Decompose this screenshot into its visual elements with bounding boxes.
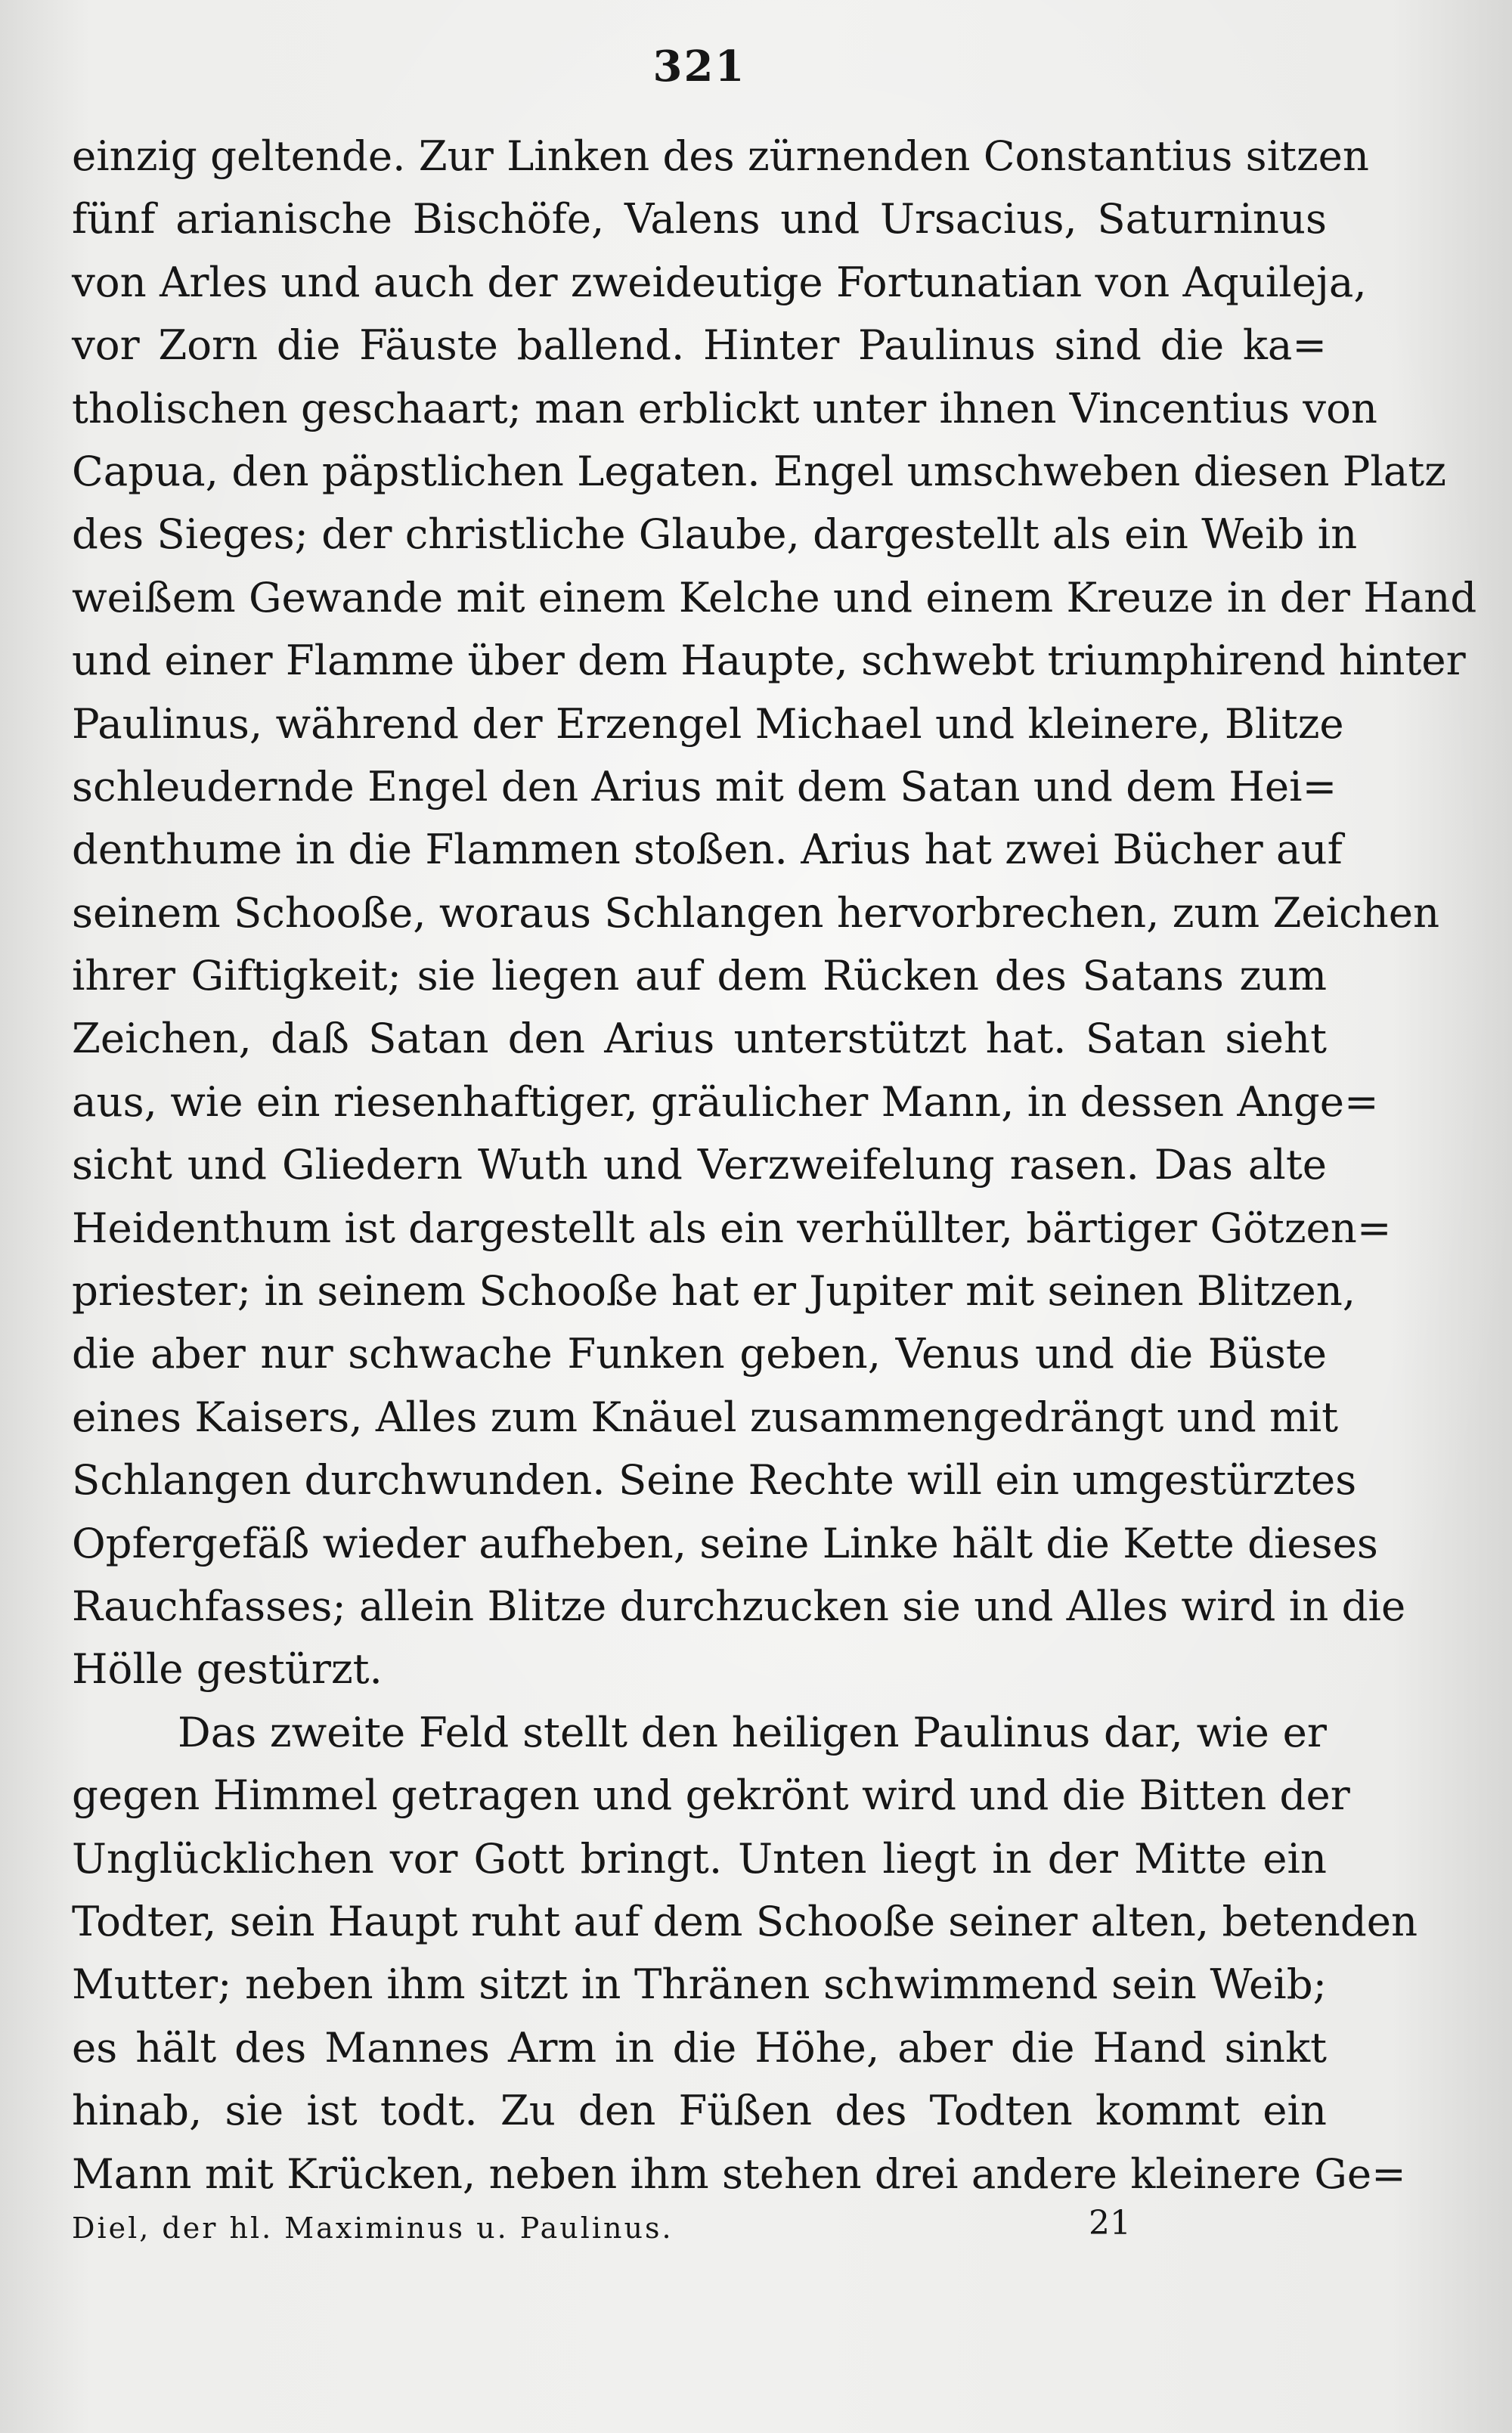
- text-line: aus, wie ein riesenhaftiger, gräulicher Mann, in dessen Ange=: [72, 1077, 1379, 1126]
- text-line: eines Kaisers, Alles zum Knäuel zusammengedrängt und mit: [72, 1392, 1339, 1441]
- body-text: [72, 125, 1477, 2205]
- text-line: denthume in die Flammen stoßen. Arius hat zwei Bücher auf: [72, 825, 1343, 874]
- text-line: Opfergefäß wieder aufheben, seine Linke hält die Kette dieses: [72, 1518, 1378, 1567]
- text-line: und einer Flamme über dem Haupte, schwebt triumphirend hinter: [72, 636, 1466, 685]
- text-line: ihrer Giftigkeit; sie liegen auf dem Rücken des Satans zum: [72, 951, 1327, 1000]
- text-line: Schlangen durchwunden. Seine Rechte will ein umgestürztes: [72, 1455, 1357, 1505]
- text-line: Capua, den päpstlichen Legaten. Engel umschweben diesen Platz: [72, 446, 1446, 495]
- text-line: Mann mit Krücken, neben ihm stehen drei andere kleinere Ge=: [72, 2149, 1406, 2198]
- text-line: vor Zorn die Fäuste ballend. Hinter Paulinus sind die ka=: [72, 321, 1327, 370]
- text-line: seinem Schooße, woraus Schlangen hervorbrechen, zum Zeichen: [72, 888, 1440, 937]
- text-line: Mutter; neben ihm sitzt in Thränen schwimmend sein Weib;: [72, 1960, 1327, 2009]
- text-line: es hält des Mannes Arm in die Höhe, aber die Hand sinkt: [72, 2022, 1327, 2072]
- text-line: schleudernde Engel den Arius mit dem Satan und dem Hei=: [72, 761, 1337, 810]
- text-line: Zeichen, daß Satan den Arius unterstützt hat. Satan sieht: [72, 1014, 1327, 1063]
- paragraph-start-line: Das zweite Feld stellt den heiligen Paulinus dar, wie er: [178, 1707, 1327, 1756]
- text-line: fünf arianische Bischöfe, Valens und Ursacius, Saturninus: [72, 194, 1327, 243]
- text-line: einzig geltende. Zur Linken des zürnenden Constantius sitzen: [72, 132, 1370, 180]
- text-line: Rauchfasses; allein Blitze durchzucken sie und Alles wird in die: [72, 1581, 1406, 1630]
- text-line: Paulinus, während der Erzengel Michael und kleinere, Blitze: [72, 699, 1344, 748]
- paragraph-end-line: Hölle gestürzt.: [72, 1644, 383, 1694]
- page-number: 321: [652, 42, 746, 91]
- text-line: die aber nur schwache Funken geben, Venus und die Büste: [72, 1329, 1327, 1378]
- text-line: Todter, sein Haupt ruht auf dem Schooße seiner alten, betenden: [72, 1896, 1418, 1945]
- text-line: des Sieges; der christliche Glaube, dargestellt als ein Weib in: [72, 510, 1358, 559]
- text-line: Heidenthum ist dargestellt als ein verhüllter, bärtiger Götzen=: [72, 1203, 1392, 1252]
- text-line: von Arles und auch der zweideutige Fortunatian von Aquileja,: [72, 257, 1367, 306]
- text-line: Unglücklichen vor Gott bringt. Unten liegt in der Mitte ein: [72, 1833, 1327, 1883]
- signature-mark: 21: [1089, 2204, 1131, 2242]
- text-line: priester; in seinem Schooße hat er Jupiter mit seinen Blitzen,: [72, 1266, 1356, 1316]
- text-line: gegen Himmel getragen und gekrönt wird und die Bitten der: [72, 1771, 1350, 1820]
- text-line: sicht und Gliedern Wuth und Verzweifelung rasen. Das alte: [72, 1140, 1327, 1189]
- running-footer: Diel, der hl. Maximinus u. Paulinus.: [72, 2211, 674, 2245]
- text-line: hinab, sie ist todt. Zu den Füßen des Todten kommt ein: [72, 2086, 1327, 2135]
- text-line: weißem Gewande mit einem Kelche und einem Kreuze in der Hand: [72, 572, 1477, 621]
- text-line: tholischen geschaart; man erblickt unter ihnen Vincentius von: [72, 383, 1377, 432]
